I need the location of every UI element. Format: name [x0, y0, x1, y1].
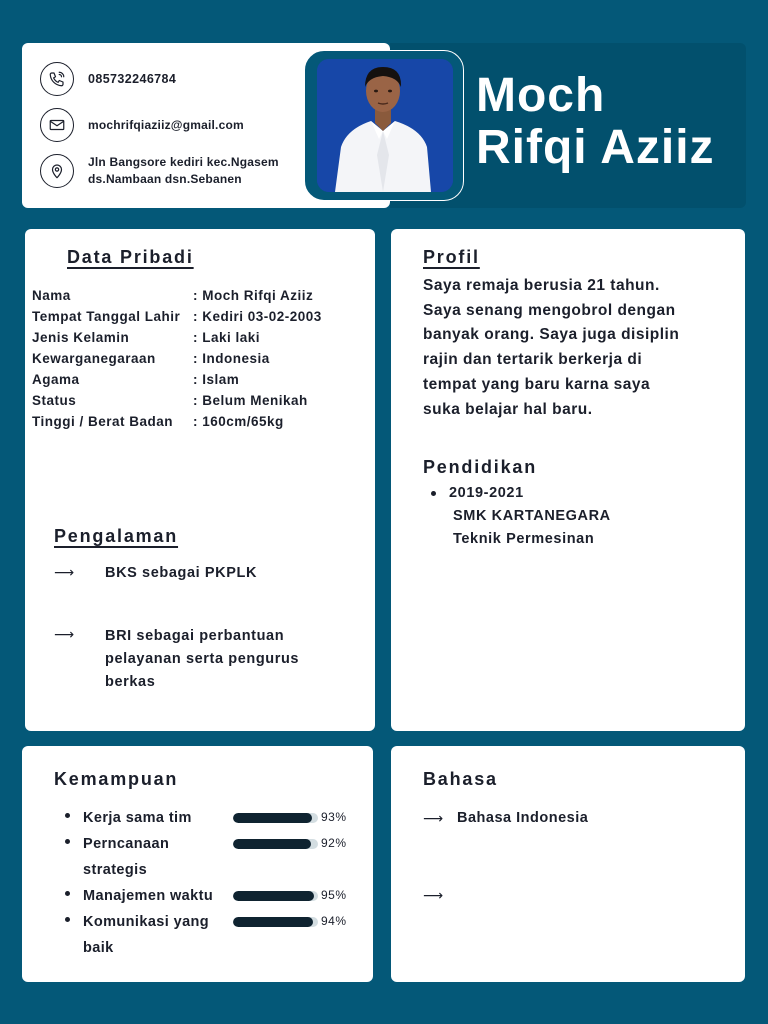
- profile-card: [391, 229, 745, 731]
- experience-item-line: berkas: [105, 674, 156, 690]
- name-line-1: Moch: [476, 69, 606, 122]
- arrow-icon: ⟶: [54, 564, 75, 580]
- skill-percent: 94%: [321, 914, 347, 928]
- bullet-icon: [65, 813, 70, 818]
- personal-data-row: [32, 390, 362, 411]
- skill-progress-fill: [233, 891, 314, 901]
- personal-data-value: : Islam: [193, 372, 240, 387]
- skill-percent: 92%: [321, 836, 347, 850]
- skill-name: Kerja sama tim: [83, 810, 192, 826]
- arrow-icon: ⟶: [423, 887, 444, 903]
- personal-data-label: Tempat Tanggal Lahir: [32, 309, 181, 324]
- skill-progress-bar: [233, 813, 318, 823]
- personal-data-row: [32, 285, 362, 306]
- languages-heading: Bahasa: [423, 769, 498, 789]
- contact-email-row: [40, 108, 244, 142]
- languages-card: [391, 746, 745, 982]
- location-pin-icon: [40, 154, 74, 188]
- profile-line: Saya senang mengobrol dengan: [423, 301, 676, 319]
- skill-percent: 95%: [321, 888, 347, 902]
- education-years: 2019-2021: [449, 485, 524, 501]
- personal-data-row: [32, 306, 362, 327]
- skill-progress-fill: [233, 917, 313, 927]
- experience-heading: Pengalaman: [54, 526, 179, 546]
- personal-data-label: Nama: [32, 288, 71, 303]
- bullet-icon: [65, 839, 70, 844]
- skill-item: [65, 883, 365, 909]
- profile-heading: Profil: [423, 247, 480, 267]
- contact-phone-row: [40, 62, 176, 96]
- address: [88, 154, 279, 188]
- contact-address-row: [40, 154, 279, 188]
- bullet-icon: [65, 917, 70, 922]
- address-line-2: ds.Nambaan dsn.Sebanen: [88, 172, 242, 186]
- skill-name: Perncanaan strategis: [83, 836, 170, 878]
- personal-data-heading: Data Pribadi: [67, 247, 194, 267]
- email-address[interactable]: mochrifqiaziiz@gmail.com: [88, 117, 244, 132]
- profile-photo: [317, 59, 453, 192]
- skill-item: [65, 909, 365, 956]
- address-line-1: Jln Bangsore kediri kec.Ngasem: [88, 155, 279, 169]
- personal-data-row: [32, 369, 362, 390]
- skill-progress-bar: [233, 917, 318, 927]
- education-school: SMK KARTANEGARA: [453, 508, 611, 524]
- personal-data-value: : Kediri 03-02-2003: [193, 309, 322, 324]
- personal-data-row: [32, 348, 362, 369]
- personal-data-row: [32, 327, 362, 348]
- education-heading: Pendidikan: [423, 457, 538, 477]
- skill-item: [65, 805, 365, 831]
- personal-data-value: : Laki laki: [193, 330, 261, 345]
- profile-line: rajin dan tertarik berkerja di: [423, 351, 643, 369]
- personal-data-value: : Belum Menikah: [193, 393, 308, 408]
- profile-line: tempat yang baru karna saya: [423, 375, 651, 393]
- profile-line: Saya remaja berusia 21 tahun.: [423, 277, 660, 294]
- skill-progress-bar: [233, 891, 318, 901]
- skill-percent: 93%: [321, 810, 347, 824]
- skill-item: [65, 831, 365, 878]
- language-item: Bahasa Indonesia: [457, 810, 589, 826]
- personal-data-label: Kewarganegaraan: [32, 351, 156, 366]
- name-line-2: Rifqi Aziiz: [476, 121, 715, 174]
- personal-data-value: : 160cm/65kg: [193, 414, 284, 429]
- skills-heading: Kemampuan: [54, 769, 179, 789]
- experience-item: [105, 625, 299, 694]
- bullet-icon: [431, 491, 436, 496]
- full-name-title: [476, 70, 715, 174]
- profile-line: banyak orang. Saya juga disiplin: [423, 326, 680, 344]
- personal-data-value: : Moch Rifqi Aziiz: [193, 288, 314, 303]
- profile-photo-frame: [304, 50, 464, 201]
- profile-line: suka belajar hal baru.: [423, 400, 593, 418]
- skill-progress-fill: [233, 839, 311, 849]
- arrow-icon: ⟶: [54, 626, 75, 642]
- skill-progress-bar: [233, 839, 318, 849]
- experience-item-line: BRI sebagai perbantuan: [105, 628, 285, 644]
- personal-data-value: : Indonesia: [193, 351, 270, 366]
- mail-icon: [40, 108, 74, 142]
- personal-data-label: Agama: [32, 372, 80, 387]
- skills-card: [22, 746, 373, 982]
- skill-progress-fill: [233, 813, 312, 823]
- phone-icon: [40, 62, 74, 96]
- personal-data-row: [32, 411, 362, 432]
- personal-data-label: Status: [32, 393, 77, 408]
- skill-name: Komunikasi yang baik: [83, 914, 210, 956]
- education-major: Teknik Permesinan: [453, 531, 595, 547]
- phone-number[interactable]: 085732246784: [88, 71, 177, 86]
- experience-item-line: BKS sebagai PKPLK: [105, 565, 258, 581]
- profile-description: [423, 274, 723, 422]
- personal-data-label: Jenis Kelamin: [32, 330, 130, 345]
- arrow-icon: ⟶: [423, 810, 444, 826]
- personal-data-label: Tinggi / Berat Badan: [32, 414, 174, 429]
- experience-item: [105, 562, 257, 585]
- skill-name: Manajemen waktu: [83, 888, 214, 904]
- personal-data-card: [25, 229, 375, 731]
- experience-item-line: pelayanan serta pengurus: [105, 651, 300, 667]
- bullet-icon: [65, 891, 70, 896]
